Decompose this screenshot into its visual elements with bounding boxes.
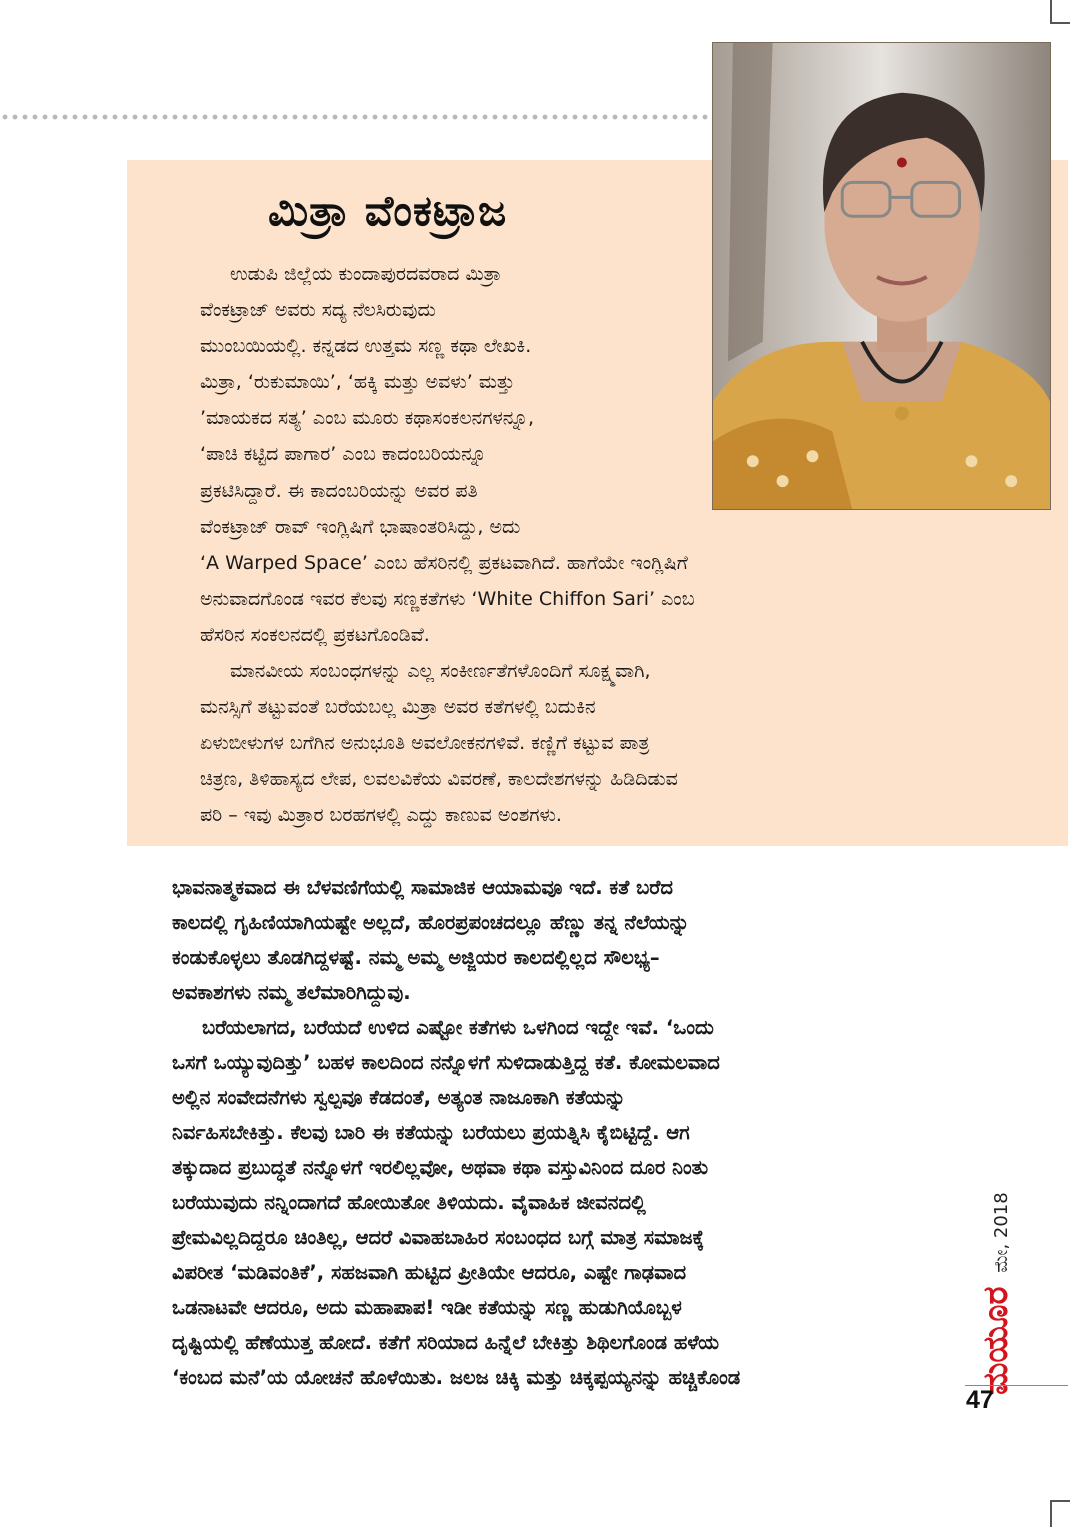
body-line: ಅವಕಾಶಗಳು ನಮ್ಮ ತಲೆಮಾರಿಗಿದ್ದುವು. [172, 981, 411, 1004]
bio-line: ಮನಸ್ಸಿಗೆ ತಟ್ಟುವಂತೆ ಬರೆಯಬಲ್ಲ ಮಿತ್ರಾ ಅವರ ಕತೆಗಳಲ್ಲಿ ಬದುಕಿನ [200, 696, 596, 719]
dotted-rule [0, 113, 712, 121]
body-line: ಬರೆಯಲಾಗದ, ಬರೆಯದೆ ಉಳಿದ ಎಷ್ಟೋ ಕತೆಗಳು ಒಳಗಿಂದ ಇದ್ದೇ ಇವೆ. ‘ಒಂದು [202, 1016, 714, 1039]
bio-line: ಚಿತ್ರಣ, ತಿಳಿಹಾಸ್ಯದ ಲೇಪ, ಲವಲವಿಕೆಯ ವಿವರಣೆ, ಕಾಲದೇಶಗಳನ್ನು ಹಿಡಿದಿಡುವ [200, 768, 678, 791]
body-line: ಭಾವನಾತ್ಮಕವಾದ ಈ ಬೆಳವಣಿಗೆಯಲ್ಲಿ ಸಾಮಾಜಿಕ ಆಯಾಮವೂ ಇದೆ. ಕತೆ ಬರೆದ [172, 876, 673, 899]
body-line: ನಿರ್ವಹಿಸಬೇಕಿತ್ತು. ಕೆಲವು ಬಾರಿ ಈ ಕತೆಯನ್ನು ಬರೆಯಲು ಪ್ರಯತ್ನಿಸಿ ಕೈಬಿಟ್ಟಿದ್ದೆ. ಆಗ [172, 1121, 690, 1144]
author-name-heading: ಮಿತ್ರಾ ವೆಂಕಟ್ರಾಜ [268, 186, 508, 235]
bio-line: ಪ್ರಕಟಿಸಿದ್ದಾರೆ. ಈ ಕಾದಂಬರಿಯನ್ನು ಅವರ ಪತಿ [200, 479, 478, 502]
magazine-masthead-side [968, 1130, 1016, 1410]
body-line: ‘ಕಂಬದ ಮನೆ’ಯ ಯೋಚನೆ ಹೊಳೆಯಿತು. ಜಲಜ ಚಿಕ್ಕಿ ಮತ್ತು ಚಿಕ್ಕಪ್ಪಯ್ಯನನ್ನು ಹಚ್ಚಿಕೊಂಡ [172, 1366, 741, 1389]
body-line: ವಿಪರೀತ ‘ಮಡಿವಂತಿಕೆ’, ಸಹಜವಾಗಿ ಹುಟ್ಟಿದ ಪ್ರೀತಿಯೇ ಆದರೂ, ಎಷ್ಟೇ ಗಾಢವಾದ [172, 1261, 687, 1284]
bio-line: ಪರಿ – ಇವು ಮಿತ್ರಾರ ಬರಹಗಳಲ್ಲಿ ಎದ್ದು ಕಾಣುವ ಅಂಶಗಳು. [200, 804, 562, 827]
rotated-issue-label [976, 1192, 1016, 1395]
bio-line: ಹೆಸರಿನ ಸಂಕಲನದಲ್ಲಿ ಪ್ರಕಟಗೊಂಡಿವೆ. [200, 623, 430, 646]
crop-mark-bottom [1050, 1500, 1070, 1527]
magazine-name: ಮಯೂರ [976, 1286, 1016, 1395]
bio-line: ವೆಂಕಟ್ರಾಜ್ ಅವರು ಸದ್ಯ ನೆಲಸಿರುವುದು [200, 299, 436, 322]
body-line: ಒಡನಾಟವೇ ಆದರೂ, ಅದು ಮಹಾಪಾಪ! ಇಡೀ ಕತೆಯನ್ನು ಸಣ್ಣ ಹುಡುಗಿಯೊಬ್ಬಳ [172, 1296, 682, 1319]
author-bio-text [200, 256, 900, 834]
body-line: ಬರೆಯುವುದು ನನ್ನಿಂದಾಗದೆ ಹೋಯಿತೋ ತಿಳಿಯದು. ವೈವಾಹಿಕ ಜೀವನದಲ್ಲಿ [172, 1191, 646, 1214]
bio-line: ಮಿತ್ರಾ, ‘ರುಕುಮಾಯಿ’, ‘ಹಕ್ಕಿ ಮತ್ತು ಅವಳು’ ಮತ್ತು [200, 371, 515, 394]
body-line: ದೃಷ್ಟಿಯಲ್ಲಿ ಹೆಣೆಯುತ್ತ ಹೋದೆ. ಕತೆಗೆ ಸರಿಯಾದ ಹಿನ್ನೆಲೆ ಬೇಕಿತ್ತು ಶಿಥಿಲಗೊಂಡ ಹಳೆಯ [172, 1331, 720, 1354]
bio-line: ಅನುವಾದಗೊಂಡ ಇವರ ಕೆಲವು ಸಣ್ಣಕತೆಗಳು ‘White Chiffon Sari’ ಎಂಬ [200, 587, 695, 610]
body-line: ಕಂಡುಕೊಳ್ಳಲು ತೊಡಗಿದ್ದಳಷ್ಟೆ. ನಮ್ಮ ಅಮ್ಮ ಅಜ್ಜಿಯರ ಕಾಲದಲ್ಲಿಲ್ಲದ ಸೌಲಭ್ಯ– [172, 946, 660, 969]
body-line: ಅಲ್ಲಿನ ಸಂವೇದನೆಗಳು ಸ್ವಲ್ಪವೂ ಕೆಡದಂತೆ, ಅತ್ಯಂತ ನಾಜೂಕಾಗಿ ಕತೆಯನ್ನು [172, 1086, 626, 1109]
bio-line: ‘A Warped Space’ ಎಂಬ ಹೆಸರಿನಲ್ಲಿ ಪ್ರಕಟವಾಗಿದೆ. ಹಾಗೆಯೇ ಇಂಗ್ಲಿಷಿಗೆ [200, 551, 688, 574]
crop-mark-top [1050, 0, 1070, 24]
bio-line: ‘ಪಾಚಿ ಕಟ್ಟಿದ ಪಾಗಾರ’ ಎಂಬ ಕಾದಂಬರಿಯನ್ನೂ [200, 443, 487, 466]
bio-line: ಉಡುಪಿ ಜಿಲ್ಲೆಯ ಕುಂದಾಪುರದವರಾದ ಮಿತ್ರಾ [230, 263, 502, 285]
bio-line: ಏಳುಬೀಳುಗಳ ಬಗೆಗಿನ ಅನುಭೂತಿ ಅವಲೋಕನಗಳಿವೆ. ಕಣ್ಣಿಗೆ ಕಟ್ಟುವ ಪಾತ್ರ [200, 732, 650, 755]
body-line: ಒಸಗೆ ಒಯ್ಯುವುದಿತ್ತು’ ಬಹಳ ಕಾಲದಿಂದ ನನ್ನೊಳಗೆ ಸುಳಿದಾಡುತ್ತಿದ್ದ ಕತೆ. ಕೋಮಲವಾದ [172, 1051, 720, 1074]
bio-line: ವೆಂಕಟ್ರಾಜ್ ರಾವ್ ಇಂಗ್ಲಿಷಿಗೆ ಭಾಷಾಂತರಿಸಿದ್ದು, ಅದು [200, 515, 521, 538]
bio-line: ಮಾನವೀಯ ಸಂಬಂಧಗಳನ್ನು ಎಲ್ಲ ಸಂಕೀರ್ಣತೆಗಳೊಂದಿಗೆ ಸೂಕ್ಷ್ಮವಾಗಿ, [230, 660, 651, 683]
bio-line: ಮುಂಬಯಿಯಲ್ಲಿ. ಕನ್ನಡದ ಉತ್ತಮ ಸಣ್ಣ ಕಥಾ ಲೇಖಕಿ. [200, 335, 532, 358]
body-line: ಕಾಲದಲ್ಲಿ ಗೃಹಿಣಿಯಾಗಿಯಷ್ಟೇ ಅಲ್ಲದೆ, ಹೊರಪ್ರಪಂಚದಲ್ಲೂ ಹೆಣ್ಣು ತನ್ನ ನೆಲೆಯನ್ನು [172, 911, 690, 934]
page-number: 47 [966, 1386, 994, 1414]
body-line: ತಕ್ಕುದಾದ ಪ್ರಬುದ್ಧತೆ ನನ್ನೊಳಗೆ ಇರಲಿಲ್ಲವೋ, ಅಥವಾ ಕಥಾ ವಸ್ತುವಿನಿಂದ ದೂರ ನಿಂತು [172, 1156, 709, 1179]
bio-line: ’ಮಾಯಕದ ಸತ್ಯ’ ಎಂಬ ಮೂರು ಕಥಾಸಂಕಲನಗಳನ್ನೂ, [200, 407, 535, 430]
body-line: ಪ್ರೇಮವಿಲ್ಲದಿದ್ದರೂ ಚಿಂತಿಲ್ಲ, ಆದರೆ ವಿವಾಹಬಾಹಿರ ಸಂಬಂಧದ ಬಗ್ಗೆ ಮಾತ್ರ ಸಮಾಜಕ್ಕೆ [172, 1226, 705, 1249]
article-body [172, 870, 927, 1395]
issue-date: ಮೇ, 2018 [991, 1192, 1012, 1273]
